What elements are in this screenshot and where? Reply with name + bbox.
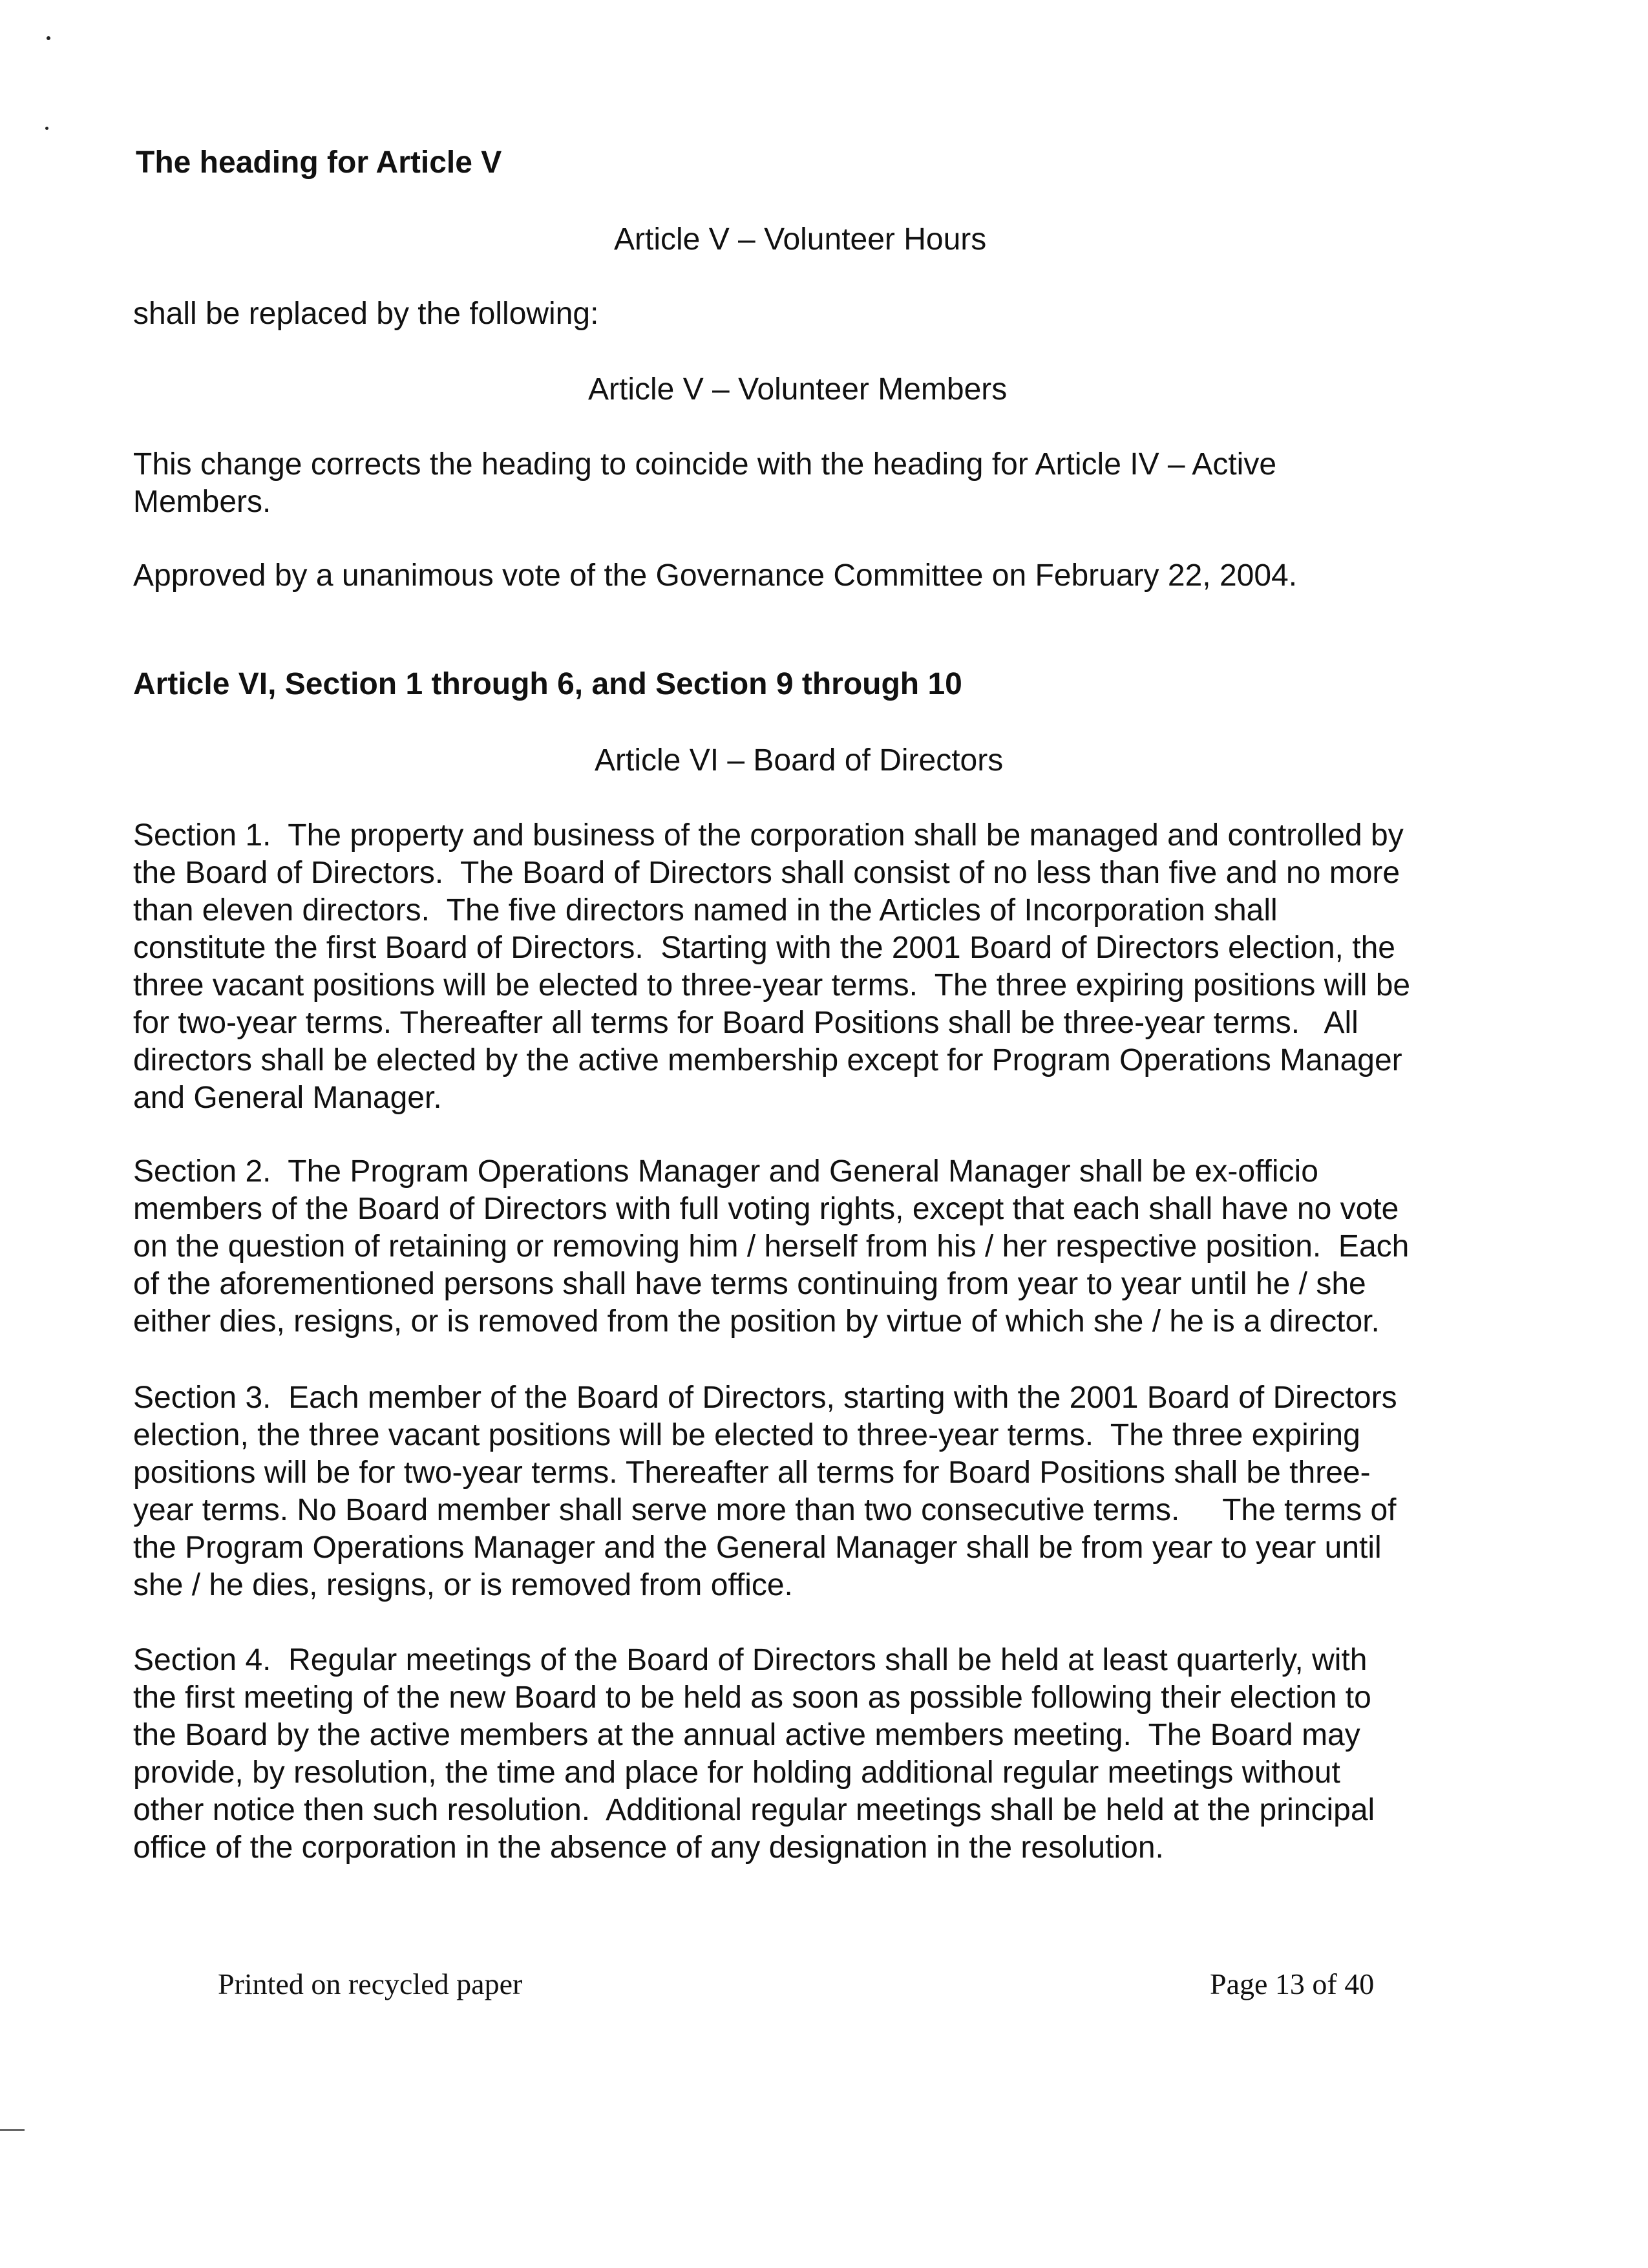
scan-speck — [45, 127, 48, 130]
section-4-line: other notice then such resolution. Additional regular meetings shall be held at the principal — [133, 1793, 1375, 1827]
section-1-line: and General Manager. — [133, 1081, 442, 1115]
approval-line: Approved by a unanimous vote of the Governance Committee on February 22, 2004. — [133, 558, 1298, 593]
footer-recycled-note: Printed on recycled paper — [218, 1967, 523, 2000]
section-3-line: election, the three vacant positions will be elected to three-year terms. The three expiring — [133, 1418, 1360, 1452]
article-vi-heading: Article VI, Section 1 through 6, and Section 9 through 10 — [133, 667, 962, 701]
change-note-line: Members. — [133, 485, 271, 519]
section-3-line: year terms. No Board member shall serve more than two consecutive terms. The terms of — [133, 1493, 1397, 1527]
section-1-line: constitute the first Board of Directors. Starting with the 2001 Board of Directors election, the — [133, 931, 1395, 965]
section-4-line: provide, by resolution, the time and place for holding additional regular meetings without — [133, 1755, 1340, 1790]
article-v-heading: The heading for Article V — [136, 145, 502, 180]
section-4-line: the Board by the active members at the annual active members meeting. The Board may — [133, 1718, 1360, 1752]
section-2-line: either dies, resigns, or is removed from the position by virtue of which she / he is a director. — [133, 1304, 1380, 1339]
replaced-line: shall be replaced by the following: — [133, 297, 599, 331]
section-3-line: she / he dies, resigns, or is removed from office. — [133, 1568, 793, 1602]
section-3-line: the Program Operations Manager and the General Manager shall be from year to year until — [133, 1531, 1382, 1565]
section-4-line: Section 4. Regular meetings of the Board of Directors shall be held at least quarterly, with — [133, 1643, 1368, 1677]
article-vi-title: Article VI – Board of Directors — [595, 743, 1004, 778]
scan-speck — [47, 36, 50, 40]
article-v-old-title: Article V – Volunteer Hours — [614, 222, 987, 257]
change-note-line: This change corrects the heading to coincide with the heading for Article IV – Active — [133, 447, 1277, 482]
section-3-line: Section 3. Each member of the Board of Directors, starting with the 2001 Board of Directors — [133, 1381, 1397, 1415]
section-2-line: members of the Board of Directors with full voting rights, except that each shall have no vote — [133, 1192, 1399, 1226]
section-1-line: Section 1. The property and business of the corporation shall be managed and controlled by — [133, 818, 1404, 853]
section-3-line: positions will be for two-year terms. Thereafter all terms for Board Positions shall be three- — [133, 1456, 1371, 1490]
article-v-new-title: Article V – Volunteer Members — [588, 372, 1008, 407]
section-1-line: the Board of Directors. The Board of Directors shall consist of no less than five and no more — [133, 856, 1400, 890]
section-1-line: directors shall be elected by the active membership except for Program Operations Manager — [133, 1043, 1402, 1077]
section-1-line: three vacant positions will be elected to three-year terms. The three expiring positions will be — [133, 968, 1411, 1002]
section-2-line: on the question of retaining or removing him / herself from his / her respective position. Each — [133, 1229, 1410, 1264]
footer-page-number: Page 13 of 40 — [1210, 1967, 1375, 2000]
section-4-line: office of the corporation in the absence of any designation in the resolution. — [133, 1830, 1164, 1865]
section-4-line: the first meeting of the new Board to be held as soon as possible following their election to — [133, 1680, 1371, 1715]
section-2-line: of the aforementioned persons shall have terms continuing from year to year until he / she — [133, 1267, 1366, 1301]
section-1-line: for two-year terms. Thereafter all terms for Board Positions shall be three-year terms. All — [133, 1006, 1358, 1040]
scan-mark — [0, 2129, 25, 2131]
section-1-line: than eleven directors. The five directors named in the Articles of Incorporation shall — [133, 893, 1278, 927]
section-2-line: Section 2. The Program Operations Manager and General Manager shall be ex-officio — [133, 1154, 1318, 1189]
